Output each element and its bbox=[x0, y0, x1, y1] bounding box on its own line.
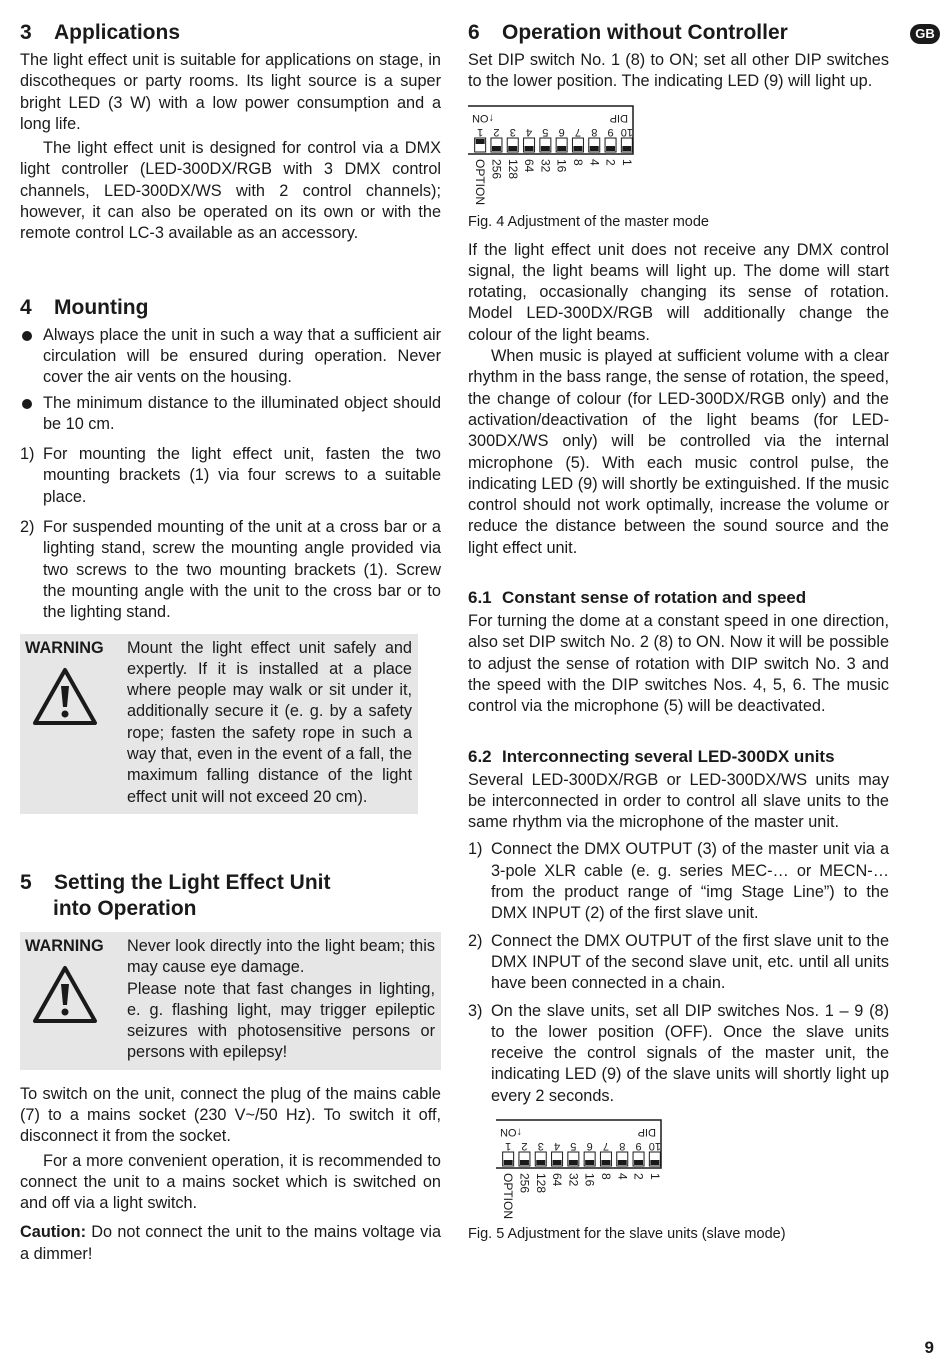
warning-box-operation bbox=[20, 932, 441, 1070]
dip-switch-number: 6 bbox=[558, 125, 565, 138]
dip-switch-number: 2 bbox=[493, 125, 500, 138]
dip-switch-number: 7 bbox=[602, 1139, 610, 1152]
dip-switch-number: 10 bbox=[648, 1139, 661, 1152]
dip-value-label: 2 bbox=[603, 158, 618, 166]
dip-value-label: 64 bbox=[522, 158, 537, 172]
section-6-heading: 6 Operation without Controller bbox=[468, 21, 788, 44]
dip-switch-number: 1 bbox=[477, 125, 484, 138]
section-3-paragraph-1: The light effect unit is suitable for applications on stage, in discotheques or party rooms. Its light source is a super bright LED (3 W) with a low power consumption and a long life. bbox=[20, 51, 441, 133]
dip-switch-number: 5 bbox=[542, 125, 549, 138]
dip-value-label: 8 bbox=[598, 1172, 613, 1180]
right-column bbox=[468, 20, 889, 1243]
dip-switch-knob bbox=[520, 1160, 529, 1165]
dip-value-label: 1 bbox=[647, 1172, 662, 1180]
bullet-item: Always place the unit in such a way that a sufficient air circulation will be ensured during operation. Never cover the air vents on the housing. bbox=[20, 325, 441, 389]
dip-value-label: 4 bbox=[587, 158, 602, 166]
warning-text: Please note that fast changes in lighting, e. g. flashing light, may trigger epileptic seizures with photosensitive persons or persons with epilepsy! bbox=[127, 979, 435, 1062]
dip-switch-knob bbox=[553, 1160, 562, 1165]
dip-switch-knob bbox=[590, 146, 599, 151]
dip-label: DIP bbox=[637, 1125, 656, 1138]
dip-value-label: OPTION bbox=[501, 1172, 516, 1219]
dip-value-label: OPTION bbox=[473, 158, 488, 205]
section-6-paragraph-2: If the light effect unit does not receive any DMX control signal, the light beams will light up. The dome will start rotating, occasionally changing its sense of rotation. Model LED-300DX/RGB will additionally change the colour of the light beams. bbox=[468, 240, 889, 344]
bullet-item: The minimum distance to the illuminated object should be 10 cm. bbox=[20, 393, 441, 436]
dip-switch-knob bbox=[557, 146, 566, 151]
section-5-paragraph-1: To switch on the unit, connect the plug of the mains cable (7) to a mains socket (230 V~/50 Hz). To switch it off, disconnect it from the socket. bbox=[20, 1084, 441, 1146]
dip-switch-knob bbox=[634, 1160, 643, 1165]
dip-switch-knob bbox=[606, 146, 615, 151]
section-6-1-heading: 6.1 Constant sense of rotation and speed bbox=[468, 588, 807, 608]
dip-switch-number: 5 bbox=[570, 1139, 577, 1152]
dip-switch-figure-5 bbox=[496, 1119, 671, 1219]
language-badge: GB bbox=[910, 24, 940, 44]
dip-value-label: 128 bbox=[533, 1172, 548, 1194]
dip-switch-number: 8 bbox=[591, 125, 598, 138]
dip-switch-figure-4 bbox=[468, 105, 643, 205]
dip-switch-number: 1 bbox=[505, 1139, 512, 1152]
dip-value-label: 16 bbox=[554, 158, 569, 172]
section-4-heading: 4 Mounting bbox=[20, 295, 149, 319]
dip-switch-knob bbox=[508, 146, 517, 151]
dip-switch-knob bbox=[569, 1160, 578, 1165]
dip-switch-knob bbox=[525, 146, 534, 151]
numbered-item: 1) For mounting the light effect unit, fasten the two mounting brackets (1) via four screws to a suitable place. bbox=[20, 445, 441, 506]
dip-value-label: 256 bbox=[489, 158, 504, 179]
dip-switch-knob bbox=[650, 1160, 659, 1165]
section-6-1-paragraph: For turning the dome at a constant speed in one direction, also set DIP switch No. 2 (8) to ON. Now it will be possible to adjust the sense of rotation with DIP switch No. 3 and the speed with the DIP switches Nos. 4, 5, 6. The music control via the microphone (5) will be deactivated. bbox=[468, 612, 889, 716]
numbered-item: 2) Connect the DMX OUTPUT of the first slave unit to the DMX INPUT of the second slave unit, etc. until all units have been connected in a chain. bbox=[468, 931, 889, 993]
numbered-item: 2) For suspended mounting of the unit at a cross bar or a lighting stand, screw the mounting angle provided via two screws to the two mounting brackets (1). Screw the mounting angle with the unit to the cross bar or to the lighting stand. bbox=[20, 518, 441, 622]
dip-value-label: 4 bbox=[615, 1172, 630, 1180]
numbered-item: 3) On the slave units, set all DIP switches Nos. 1 – 9 (8) to the lower position (OFF). Once the slave units receive the control signals of the master unit, the indicating LED (9) of the slave units will shortly light up every 2 seconds. bbox=[468, 1001, 889, 1105]
dip-value-label: 32 bbox=[538, 158, 553, 172]
left-column bbox=[20, 20, 441, 1265]
dip-value-label: 64 bbox=[550, 1172, 565, 1187]
dip-switch-knob bbox=[585, 1160, 594, 1165]
warning-text: Never look directly into the light beam; this may cause eye damage. bbox=[127, 936, 435, 977]
caution-note: Caution: Do not connect the unit to the mains voltage via a dimmer! bbox=[20, 1223, 441, 1263]
dip-switch-number: 3 bbox=[509, 125, 516, 138]
warning-label: WARNING bbox=[25, 638, 104, 657]
dip-switch-number: 2 bbox=[521, 1139, 528, 1152]
warning-triangle-icon bbox=[32, 964, 98, 1024]
page-number: 9 bbox=[924, 1338, 934, 1357]
dip-value-label: 8 bbox=[570, 158, 585, 166]
dip-switch-number: 10 bbox=[620, 125, 633, 138]
dip-label: DIP bbox=[609, 111, 628, 124]
dip-switch-number: 8 bbox=[619, 1139, 626, 1152]
warning-label: WARNING bbox=[25, 936, 104, 955]
dip-switch-number: 9 bbox=[607, 125, 614, 138]
dip-value-label: 16 bbox=[582, 1172, 597, 1187]
section-6-paragraph-1: Set DIP switch No. 1 (8) to ON; set all other DIP switches to the lower position. The indicating LED (9) will light up. bbox=[468, 51, 889, 91]
dip-value-label: 2 bbox=[631, 1172, 646, 1180]
figure-5-caption: Fig. 5 Adjustment for the slave units (slave mode) bbox=[468, 1225, 786, 1242]
dip-switch-knob bbox=[492, 146, 501, 151]
dip-switch-knob bbox=[618, 1160, 627, 1165]
section-5-heading: 5 Setting the Light Effect Unit into Operation bbox=[20, 870, 331, 920]
numbered-item: 1) Connect the DMX OUTPUT (3) of the master unit via a 3-pole XLR cable (e. g. series MEC-… or MECN-… from the product range of “img Stage Line”) to the DMX INPUT (2) of the first slave unit. bbox=[468, 840, 889, 923]
dip-switch-knob bbox=[573, 146, 582, 151]
warning-text: Mount the light effect unit safely and expertly. If it is installed at a place where people may walk or sit under it, additionally secure it (e. g. by a safety rope; fasten the safety rope in such a way that, even in the event of a fall, the maximum falling distance of the light effect unit will not exceed 20 cm). bbox=[127, 638, 412, 806]
dip-on-label: ↑ON bbox=[472, 111, 494, 124]
dip-switch-knob bbox=[601, 1160, 610, 1165]
section-6-2-paragraph: Several LED-300DX/RGB or LED-300DX/WS units may be interconnected in order to control all slave units to the same rhythm via the microphone of the master unit. bbox=[468, 770, 889, 832]
dip-switch-knob bbox=[622, 146, 631, 151]
dip-value-label: 32 bbox=[566, 1172, 581, 1187]
dip-switch-number: 9 bbox=[635, 1139, 642, 1152]
section-5-paragraph-2: For a more convenient operation, it is recommended to connect the unit to a mains socket which is switched on and off via a light switch. bbox=[20, 1151, 441, 1213]
dip-switch-knob bbox=[541, 146, 550, 151]
dip-switch-knob bbox=[476, 139, 485, 144]
dip-switch-number: 7 bbox=[574, 125, 582, 138]
section-6-paragraph-3: When music is played at sufficient volume with a clear rhythm in the bass range, the sense of rotation, the speed, the change of colour (for LED-300DX/RGB only) and the activation/deactivation of the light beams (for LED-300DX/WS only) will be controlled via the internal microphone (5). With each music control pulse, the indicating LED (9) will shortly be extinguished. If the music control should not work optimally, increase the volume or reduce the distance between the sound source and the light effect unit. bbox=[468, 347, 889, 557]
figure-4-caption: Fig. 4 Adjustment of the master mode bbox=[468, 213, 709, 230]
warning-box-mounting bbox=[20, 634, 418, 814]
dip-switch-number: 6 bbox=[586, 1139, 593, 1152]
section-3-heading: 3 Applications bbox=[20, 21, 181, 44]
section-3-paragraph-2: The light effect unit is designed for control via a DMX light controller (LED-300DX/RGB with 3 DMX control channels, LED-300DX/WS with 2 control channels); however, it can also be operated on its own or with the remote control LC-3 available as an accessory. bbox=[20, 139, 441, 243]
dip-value-label: 128 bbox=[505, 158, 520, 179]
dip-on-label: ↑ON bbox=[500, 1125, 522, 1138]
dip-switch-knob bbox=[504, 1160, 513, 1165]
dip-switch-number: 3 bbox=[537, 1139, 544, 1152]
dip-switch-knob bbox=[536, 1160, 545, 1165]
dip-switch-number: 4 bbox=[553, 1139, 561, 1152]
dip-value-label: 256 bbox=[517, 1172, 532, 1194]
dip-value-label: 1 bbox=[619, 158, 634, 166]
warning-triangle-icon bbox=[32, 666, 98, 726]
dip-switch-number: 4 bbox=[525, 125, 533, 138]
section-6-2-heading: 6.2 Interconnecting several LED-300DX units bbox=[468, 746, 835, 766]
